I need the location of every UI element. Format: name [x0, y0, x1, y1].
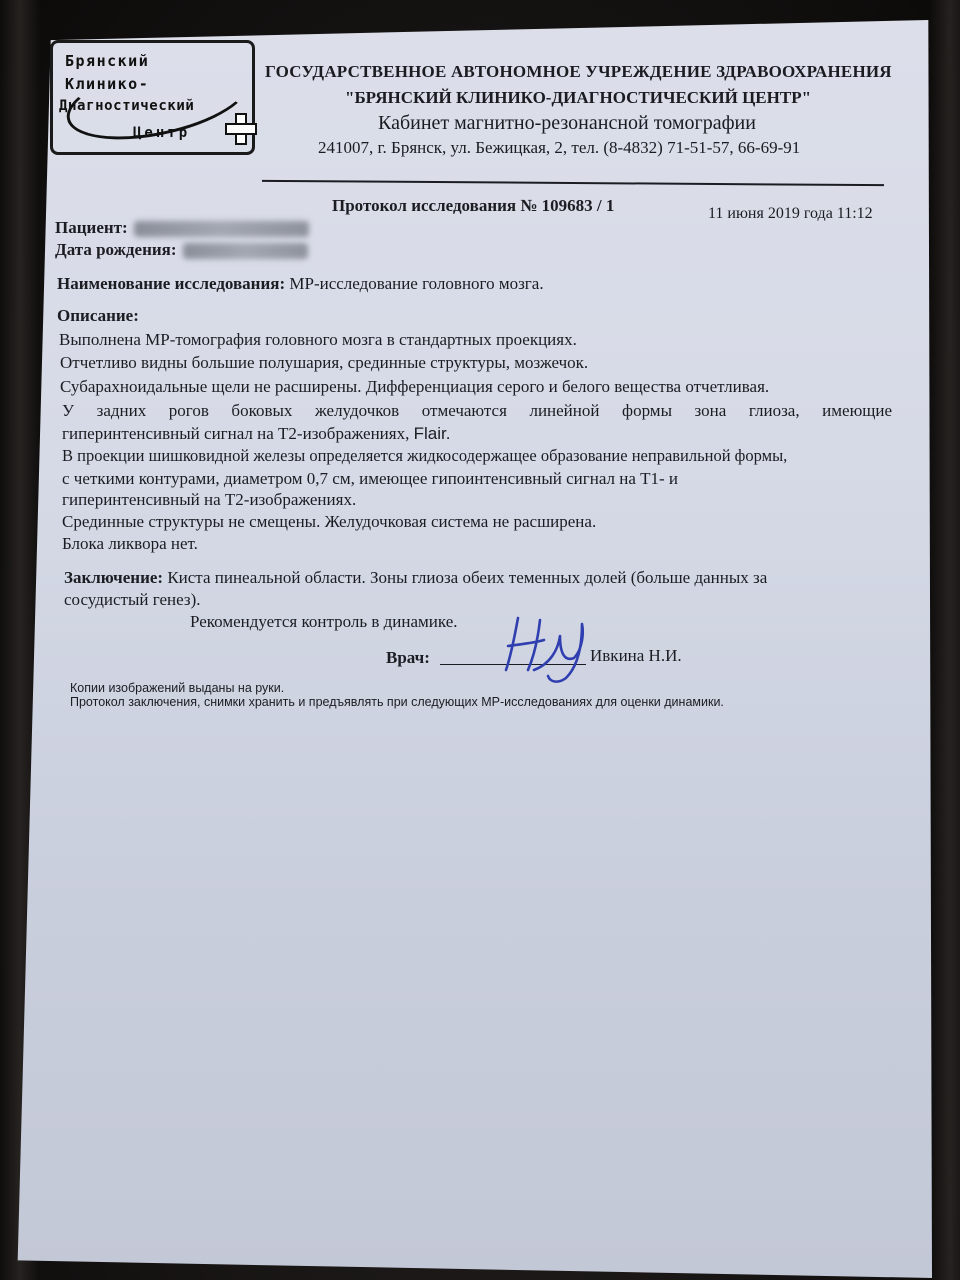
- redacted-birth-date: [183, 243, 308, 259]
- org-name-line-2: "БРЯНСКИЙ КЛИНИКО-ДИАГНОСТИЧЕСКИЙ ЦЕНТР": [345, 88, 812, 107]
- birth-label: Дата рождения:: [55, 240, 177, 259]
- logo-line-2: Клинико-: [65, 75, 150, 93]
- description-line-8: гиперинтенсивный на Т2-изображениях.: [62, 490, 357, 509]
- conclusion-text-1: Киста пинеальной области. Зоны глиоза обеих теменных долей (больше данных за: [167, 568, 768, 587]
- description-line-5: [62, 424, 450, 444]
- recommendation: Рекомендуется контроль в динамике.: [190, 612, 458, 631]
- patient-row: [55, 218, 309, 238]
- description-line-2: Отчетливо видны большие полушария, срединные структуры, мозжечок.: [60, 353, 589, 372]
- description-line-5-flair: Flair.: [413, 424, 451, 443]
- header-divider: [262, 180, 884, 186]
- logo-line-4: Центр: [133, 125, 191, 141]
- patient-label: Пациент:: [55, 218, 128, 237]
- medical-cross-icon: [225, 113, 255, 143]
- redacted-patient-name: [134, 221, 309, 237]
- description-line-5-text: гиперинтенсивный сигнал на Т2-изображениях,: [62, 424, 410, 443]
- org-name-line-1: ГОСУДАРСТВЕННОЕ АВТОНОМНОЕ УЧРЕЖДЕНИЕ ЗДРАВООХРАНЕНИЯ: [265, 62, 892, 81]
- logo-line-1: Брянский: [65, 52, 150, 70]
- conclusion-text-2: сосудистый генез).: [64, 590, 201, 609]
- protocol-title: Протокол исследования № 109683 / 1: [332, 196, 615, 215]
- conclusion-label: Заключение:: [64, 568, 164, 587]
- description-heading: Описание:: [57, 306, 139, 325]
- description-line-1: Выполнена МР-томография головного мозга в стандартных проекциях.: [59, 330, 577, 349]
- doctor-name: Ивкина Н.И.: [590, 646, 682, 665]
- clinic-logo: [50, 40, 255, 155]
- logo-line-3: Диагностический: [59, 98, 195, 114]
- description-line-10: Блока ликвора нет.: [62, 534, 198, 553]
- note-retention: Протокол заключения, снимки хранить и предъявлять при следующих МР-исследованиях для оценки динамики.: [70, 695, 724, 709]
- doctor-label: Врач:: [386, 648, 430, 667]
- note-copies: Копии изображений выданы на руки.: [70, 681, 285, 695]
- doctor-signature: [500, 610, 590, 685]
- description-line-6: В проекции шишковидной железы определяется жидкосодержащее образование неправильной формы,: [62, 446, 788, 465]
- description-line-9: Срединные структуры не смещены. Желудочковая система не расширена.: [62, 512, 597, 531]
- conclusion-row: [64, 568, 767, 588]
- study-label: Наименование исследования:: [57, 274, 286, 293]
- study-row: [57, 274, 544, 294]
- description-line-7: с четкими контурами, диаметром 0,7 см, имеющее гипоинтенсивный сигнал на Т1- и: [62, 469, 679, 488]
- department-name: Кабинет магнитно-резонансной томографии: [378, 112, 756, 134]
- birth-row: [55, 240, 308, 260]
- study-value: МР-исследование головного мозга.: [289, 274, 544, 293]
- clinic-address: 241007, г. Брянск, ул. Бежицкая, 2, тел. (8-4832) 71-51-57, 66-69-91: [318, 138, 801, 157]
- description-line-3: Субарахноидальные щели не расширены. Дифференциация серого и белого вещества отчетливая.: [60, 377, 770, 396]
- protocol-datetime: 11 июня 2019 года 11:12: [708, 205, 873, 222]
- description-line-4: У задних рогов боковых желудочков отмечаются линейной формы зона глиоза, имеющие: [62, 401, 892, 420]
